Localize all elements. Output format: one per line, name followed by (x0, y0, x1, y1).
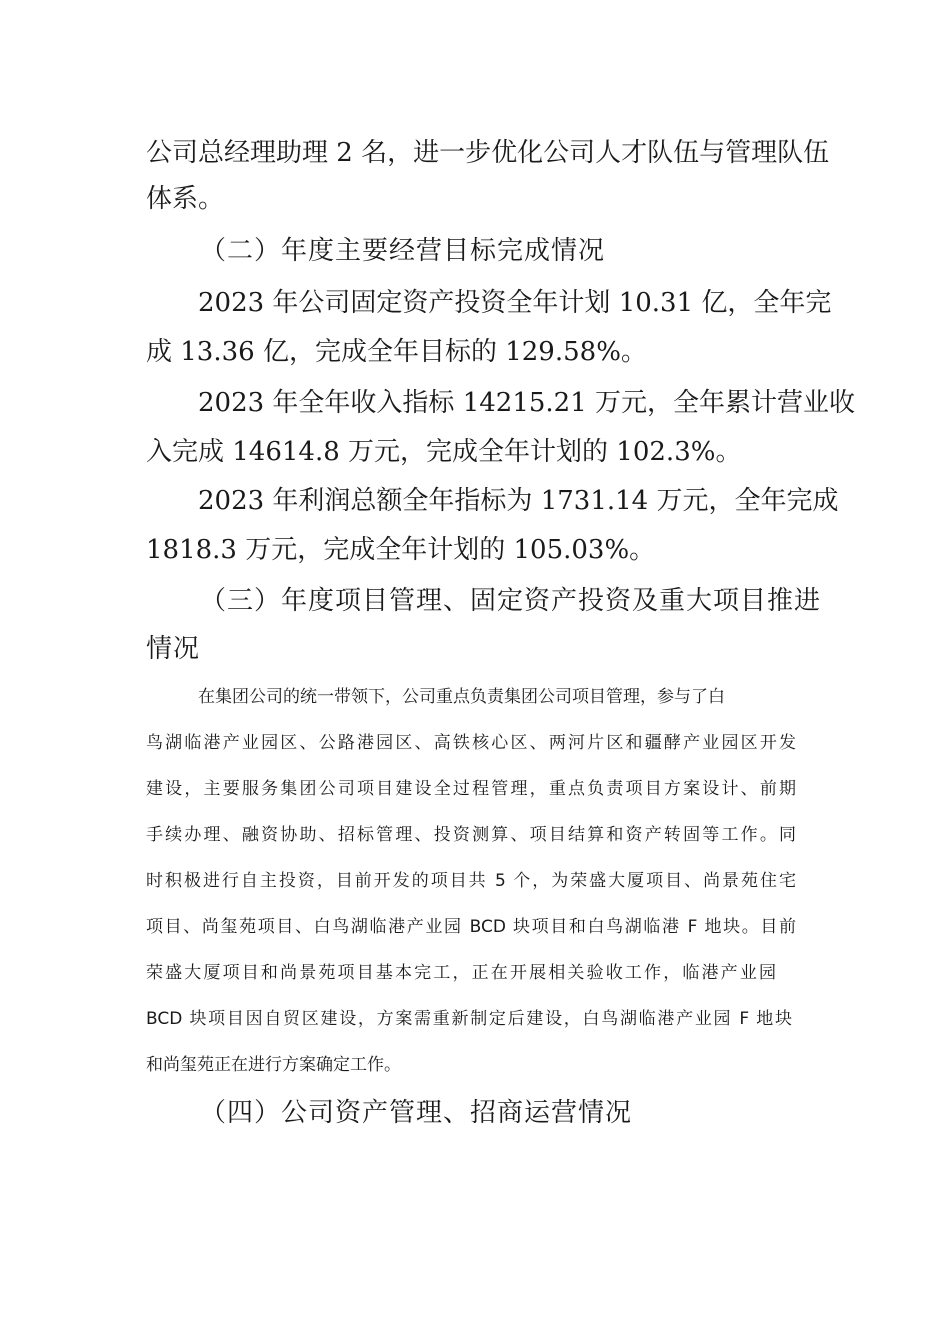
projects-line-1: 在集团公司的统一带领下，公司重点负责集团公司项目管理，参与了白 (198, 687, 725, 707)
projects-line-2: 鸟湖临港产业园区、公路港园区、高铁核心区、两河片区和疆酵产业园区开发 (146, 733, 796, 753)
intro-line-1: 公司总经理助理 2 名，进一步优化公司人才队伍与管理队伍 (146, 138, 830, 168)
section-heading-3-line-1: （三）年度项目管理、固定资产投资及重大项目推进 (200, 586, 822, 616)
projects-line-6: 项目、尚玺苑项目、白鸟湖临港产业园 BCD 块项目和白鸟湖临港 F 地块。目前 (146, 917, 796, 937)
projects-line-4: 手续办理、融资协助、招标管理、投资测算、项目结算和资产转固等工作。同 (146, 825, 796, 845)
intro-line-2: 体系。 (146, 184, 225, 214)
section-heading-3-line-2: 情况 (146, 634, 201, 664)
projects-line-3: 建设，主要服务集团公司项目建设全过程管理，重点负责项目方案设计、前期 (146, 779, 796, 799)
section-heading-2: （二）年度主要经营目标完成情况 (200, 236, 606, 266)
revenue-line-2: 入完成 14614.8 万元，完成全年计划的 102.3%。 (146, 437, 742, 467)
revenue-line-1: 2023 年全年收入指标 14215.21 万元，全年累计营业收 (198, 388, 856, 418)
profit-line-2: 1818.3 万元，完成全年计划的 105.03%。 (146, 535, 656, 565)
projects-line-9: 和尚玺苑正在进行方案确定工作。 (146, 1055, 401, 1075)
projects-line-8: BCD 块项目因自贸区建设，方案需重新制定后建设，白鸟湖临港产业园 F 地块 (146, 1009, 792, 1029)
investment-line-2: 成 13.36 亿，完成全年目标的 129.58%。 (146, 337, 647, 367)
section-heading-4: （四）公司资产管理、招商运营情况 (200, 1098, 633, 1128)
projects-line-5: 时积极进行自主投资，目前开发的项目共 5 个，为荣盛大厦项目、尚景苑住宅 (146, 871, 796, 891)
investment-line-1: 2023 年公司固定资产投资全年计划 10.31 亿，全年完 (198, 288, 832, 318)
profit-line-1: 2023 年利润总额全年指标为 1731.14 万元，全年完成 (198, 486, 839, 516)
projects-line-7: 荣盛大厦项目和尚景苑项目基本完工，正在开展相关验收工作，临港产业园 (146, 963, 776, 983)
